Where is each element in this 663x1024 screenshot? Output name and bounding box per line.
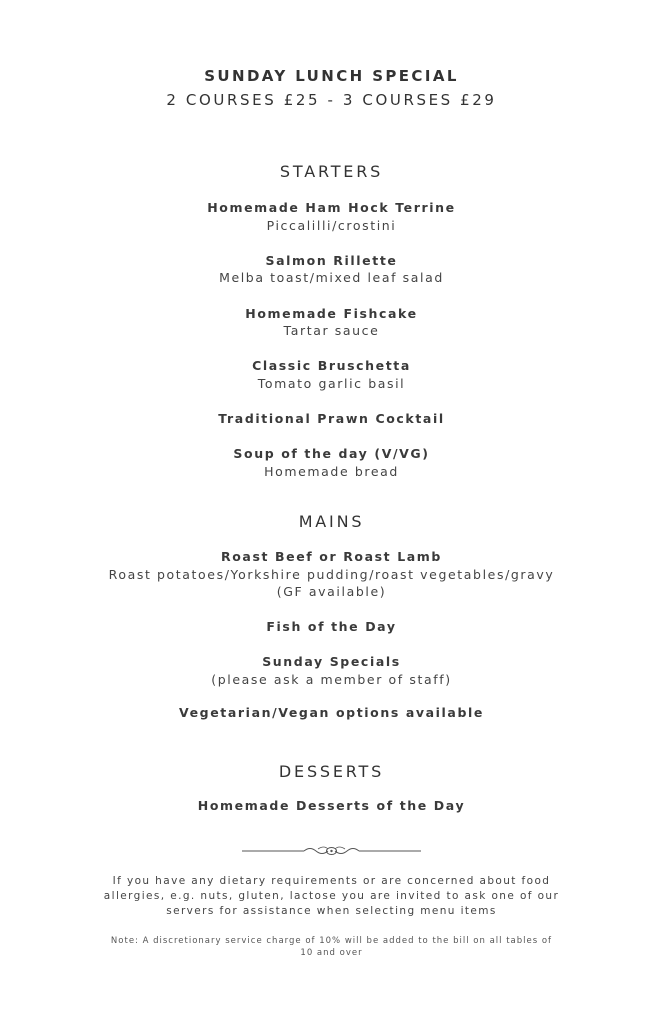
desserts-heading: DESSERTS [278, 762, 385, 781]
starter-item-desc: Homemade bread [264, 464, 399, 479]
service-charge-note: Note: A discretionary service charge of 10% will be added to the bill on all tables of [110, 936, 553, 946]
starter-item-name: Traditional Prawn Cocktail [218, 411, 445, 426]
mains-heading: MAINS [298, 512, 365, 531]
menu-title: SUNDAY LUNCH SPECIAL [204, 67, 459, 85]
starter-item-desc: Melba toast/mixed leaf salad [219, 270, 444, 285]
main-item-desc: Roast potatoes/Yorkshire pudding/roast vegetables/gravy [108, 567, 555, 582]
ornament-divider-icon [240, 843, 423, 859]
starter-item-desc: Tartar sauce [283, 323, 380, 338]
main-item-name: Vegetarian/Vegan options available [179, 705, 484, 720]
starters-heading: STARTERS [279, 162, 384, 181]
starter-item-desc: Tomato garlic basil [257, 376, 406, 391]
allergy-notice-line: servers for assistance when selecting menu items [166, 905, 497, 917]
starter-item-name: Classic Bruschetta [252, 358, 411, 373]
main-item-name: Roast Beef or Roast Lamb [221, 549, 442, 564]
starter-item-name: Homemade Fishcake [245, 306, 418, 321]
allergy-notice-line: If you have any dietary requirements or are concerned about food [112, 875, 551, 887]
starter-item-name: Salmon Rillette [265, 253, 398, 268]
starter-item-desc: Piccalilli/crostini [266, 218, 397, 233]
main-item-name: Sunday Specials [262, 654, 401, 669]
menu-price-subtitle: 2 COURSES £25 - 3 COURSES £29 [166, 91, 497, 109]
starter-item-name: Homemade Ham Hock Terrine [207, 200, 456, 215]
allergy-notice-line: allergies, e.g. nuts, gluten, lactose you are invited to ask one of our [103, 890, 560, 902]
starter-item-name: Soup of the day (V/VG) [233, 446, 430, 461]
main-item-name: Fish of the Day [266, 619, 397, 634]
main-item-desc: (GF available) [276, 584, 387, 599]
service-charge-note: 10 and over [300, 948, 363, 958]
dessert-item-name: Homemade Desserts of the Day [197, 798, 466, 813]
main-item-desc: (please ask a member of staff) [211, 672, 452, 687]
